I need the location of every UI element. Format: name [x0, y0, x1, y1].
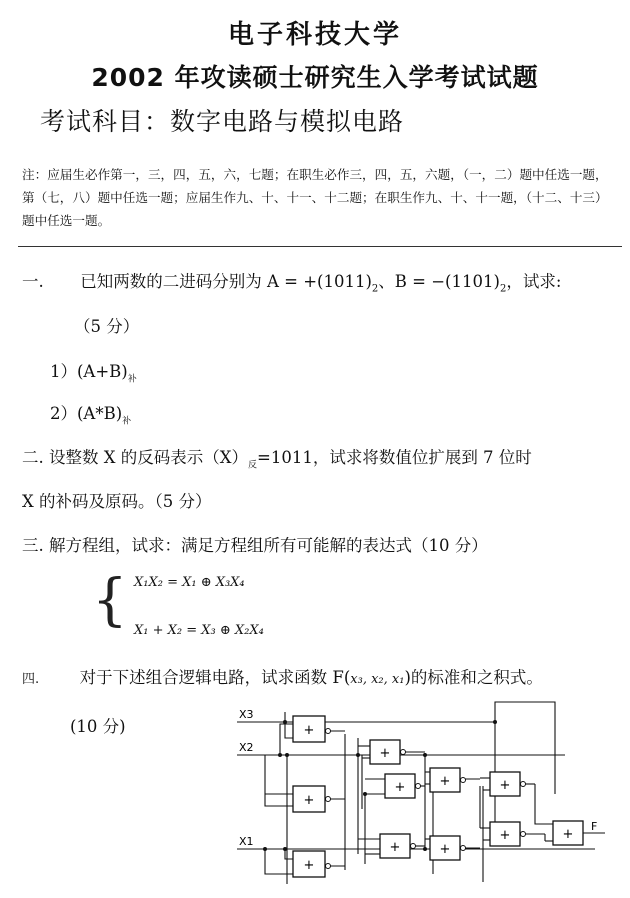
gate-symbol: + — [562, 827, 574, 842]
question-4-text-b: )的标准和之积式。 — [404, 668, 543, 687]
output-label-f: F — [591, 820, 598, 833]
gate-symbol: + — [379, 746, 391, 761]
question-4-vars: x₃, x₂, x₁ — [350, 672, 405, 687]
gate-symbol: + — [499, 828, 511, 843]
question-4-text-a: 对于下述组合逻辑电路，试求函数 F( — [79, 668, 351, 687]
question-2-text-a: 二. 设整数 X 的反码表示（X） — [22, 448, 248, 467]
question-1-score: （5 分） — [74, 317, 140, 336]
logic-circuit-diagram — [225, 694, 625, 894]
question-1-stem-c: ，试求: — [506, 272, 562, 291]
question-1-item-1-text: 1）(A+B) — [50, 362, 128, 381]
question-2-text-b: =1011，试求将数值位扩展到 7 位时 — [257, 448, 532, 467]
gate-symbol: + — [439, 774, 451, 789]
question-1-sub-b: 2 — [499, 283, 507, 295]
question-4-number: 四. — [22, 672, 40, 687]
question-1-item-2-sub: 补 — [122, 416, 132, 427]
divider-rule — [18, 246, 622, 247]
exam-subject: 考试科目：数字电路与模拟电路 — [40, 107, 405, 136]
gate-symbol: + — [499, 778, 511, 793]
question-1-item-2 — [50, 400, 131, 426]
question-1-line — [22, 268, 561, 294]
instructions-note: 注：应届生必作第一，三，四，五，六，七题；在职生必作三，四，五，六题，（一，二）题中任选一题，第（七，八）题中任选一题；应届生作九、十、十一、十二题；在职生作九、十、十一题，（十二、十三）题中任选一题。 — [22, 167, 608, 228]
gate-symbol: + — [439, 842, 451, 857]
question-1-sub-a: 2 — [371, 283, 379, 295]
question-4-line — [22, 664, 543, 688]
gate-symbol: + — [303, 858, 315, 873]
equation-2: X₁ + X₂ = X₃ ⊕ X₂X₄ — [134, 623, 264, 638]
equation-1: X₁X₂ = X₁ ⊕ X₃X₄ — [134, 575, 245, 590]
exam-title: 2002 年攻读硕士研究生入学考试试题 — [91, 63, 539, 92]
question-1-item-1-sub: 补 — [127, 374, 137, 385]
input-label-x2: X2 — [239, 741, 254, 754]
question-2-line-2: X 的补码及原码。（5 分） — [22, 492, 212, 511]
equation-brace: { — [92, 568, 128, 633]
gate-symbol: + — [303, 723, 315, 738]
gate-symbol: + — [303, 793, 315, 808]
question-1-item-1 — [50, 358, 137, 384]
question-2-sub: 反 — [247, 460, 257, 471]
question-1-stem-b: 、B = −(1101) — [378, 272, 500, 291]
university-title: 电子科技大学 — [227, 20, 402, 50]
question-3-text: 三. 解方程组，试求：满足方程组所有可能解的表达式（10 分） — [22, 536, 488, 555]
input-label-x3: X3 — [239, 708, 254, 721]
input-label-x1: X1 — [239, 835, 254, 848]
gate-symbol: + — [389, 840, 401, 855]
question-1-stem-a: 已知两数的二进码分别为 A = +(1011) — [80, 272, 372, 291]
question-1-number: 一. — [22, 272, 44, 291]
question-2-line-1 — [22, 444, 532, 470]
question-4-score: (10 分) — [70, 717, 126, 736]
question-1-item-2-text: 2）(A*B) — [50, 404, 123, 423]
gate-symbol: + — [394, 780, 406, 795]
